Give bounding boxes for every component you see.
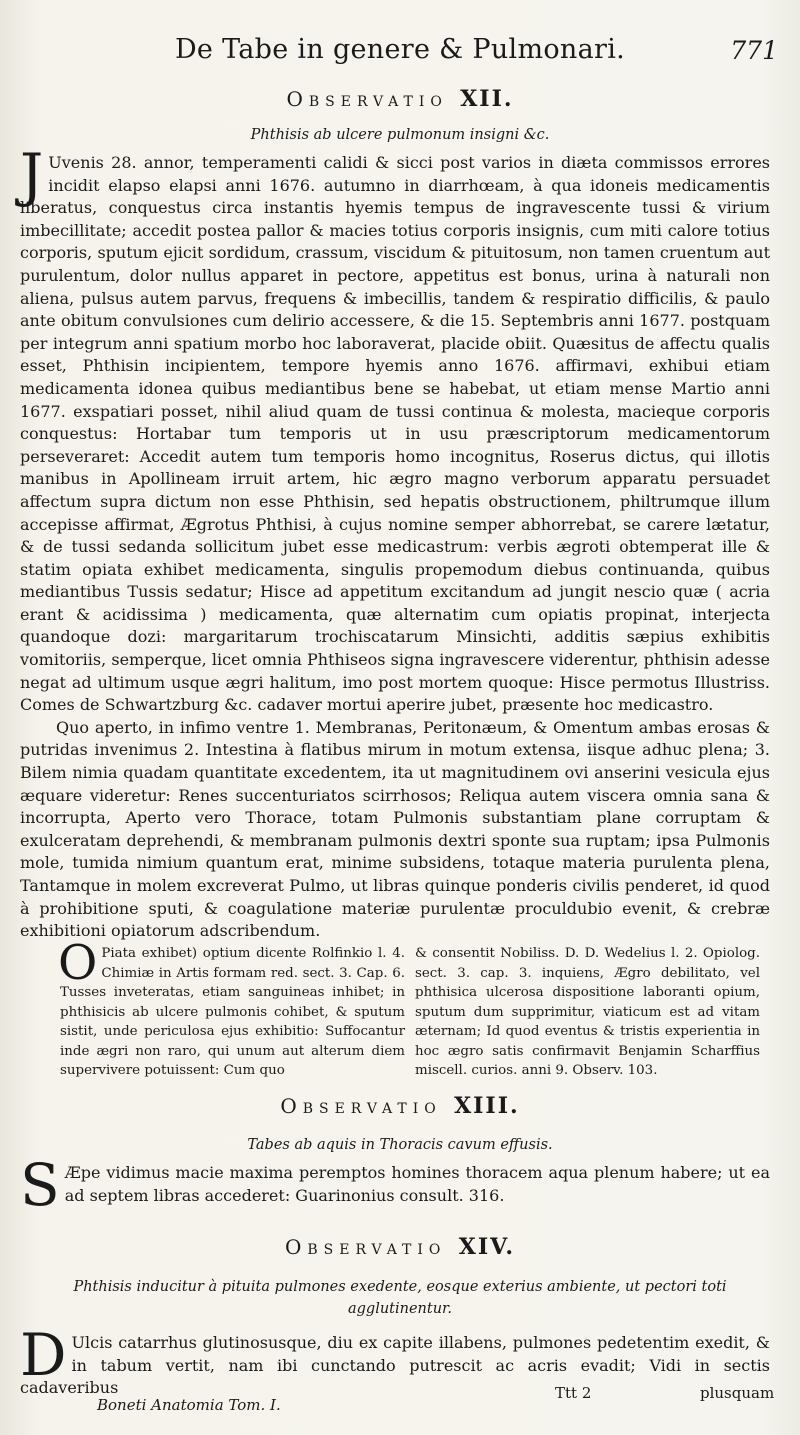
page-number: 771 — [730, 36, 778, 65]
heading-word: Observatio — [286, 87, 448, 111]
heading-number: XIV. — [458, 1234, 515, 1260]
drop-capital: S — [20, 1151, 60, 1219]
annotation-right-column: & consentit Nobiliss. D. D. Wedelius l. 2. Opiolog. sect. 3. cap. 3. inquiens, Ægro debilitato, vel phthisica ulcerosa dispositione laboranti opium, sputum dum supprimitur, viaticum est ad vitam æternam; Id quod eventus & tristis experientia in hoc ægro satis confirmavit Benjamin Scharffius miscell. curios. anni 9. Observ. 103. — [415, 946, 760, 1078]
observation-12-paragraph-1 — [20, 141, 770, 717]
observation-13-heading — [0, 1093, 800, 1119]
observation-14-subtitle: Phthisis inducitur à pituita pulmones exedente, eosque exterius ambiente, ut pectori toti agglutinentur. — [73, 1279, 727, 1317]
heading-word: Observatio — [280, 1094, 442, 1118]
observation-14-paragraph — [20, 1321, 770, 1400]
paragraph-text: Ulcis catarrhus glutinosusque, diu ex capite illabens, pulmones pedetentim exedit, & in tabum vertit, nam ibi cunctando putrescit ac acris evadit; Vidi in sectis cadaveribus — [20, 1333, 770, 1398]
observation-14-body — [20, 1321, 770, 1400]
annotation-left-column — [58, 935, 405, 1081]
page-footer — [0, 1384, 800, 1424]
page-header — [0, 30, 800, 70]
observation-14-heading — [0, 1234, 800, 1260]
drop-capital: O — [58, 935, 98, 991]
paragraph-text: Uvenis 28. annor, temperamenti calidi & sicci post varios in diæta commissos errores incidit elapso elapsi anni 1676. autumno in diarrhœam, à qua idoneis medicamentis liberatus, conquestus circa instantis hyemis tempus de ingravescente tussi & virium imbecillitate; accedit postea pallor & macies totius corporis insignis, cum miti calore totius corporis, sputum ejicit sordidum, crassum, viscidum & pituitosum, non tamen cruentum aut purulentum, dolor nullus apparet in pectore, appetitus est bonus, urina à naturali non aliena, pulsus autem parvus, frequens & imbecillis, tandem & respiratio difficilis, & paulo ante obitum convulsiones cum delirio accessere, & die 15. Septembris anni 1677. postquam per integrum anni spatium morbo hoc laboraverat, placide obiit. Quæsitus de affectu qualis esset, Phthisin incipientem, tempore hyemis anno 1676. affirmavi, exhibui etiam medicamenta idonea quibus mediantibus bene se habebat, ut etiam mense Martio anni 1677. exspatiari posset, nihil aliud quam de tussi continua & molesta, macieque corporis conquestus: Hortabar tum temporis ut in usu præscriptorum medicamentorum perseveraret: Accedit autem tum temporis homo incognitus, Roserus dictus, qui illotis manibus in Apollineam irruit artem, hic ægro magno verborum apparatu persuadet affectum supra dictum non esse Phthisin, sed hepatis obstructionem, philtrumque illum accepisse affirmat, Ægrotus Phthisi, à cujus nomine semper abhorrebat, se carere lætatur, & de tussi sedanda sollicitum jubet esse medicastrum: verbis ægroti obtemperat ille & statim opiata exhibet medicamenta, singulis propemodum diebus continuanda, quibus mediantibus Tussis sedatur; Hisce ad appetitum excitandum ad jungit nescio quæ ( acria erant & acidissima ) medicamenta, quæ alternatim cum opiatis propinat, interjecta quandoque dozi: margaritarum trochiscatarum Minsichti, additis sæpius exhibitis vomitoriis, semperque, licet omnia Phthiseos signa ingravescere viderentur, phthisin adesse negat ad ultimum usque ægri halitum, imo post mortem quoque: Hisce permotus Illustriss. Comes de Schwartzburg &c. cadaver mortui aperire jubet, præsente hoc medicastro. — [20, 153, 770, 715]
annotation-text-left: Piata exhibet) optium dicente Rolfinkio l. 4. Chimiæ in Artis formam red. sect. 3. Cap. 6. Tusses inveteratas, etiam sanguineas inhibet; in phthisicis ab ulcere pulmonis cohibet, & sputum sistit, unde periculosa ejus exhibitio: Suffocantur inde ægri non raro, qui unum aut alterum diem supervivere potuissent: Cum quo — [60, 946, 405, 1078]
paragraph-text: Æpe vidimus macie maxima peremptos homines thoracem aqua plenum habere; ut ea ad septem libras accederet: Guarinonius consult. 316. — [64, 1163, 770, 1205]
observation-13-subtitle: Tabes ab aquis in Thoracis cavum effusis. — [247, 1137, 553, 1153]
drop-capital: J — [20, 141, 44, 209]
running-title: De Tabe in genere & Pulmonari. — [174, 34, 626, 65]
observation-12-paragraph-2: Quo aperto, in infimo ventre 1. Membranas, Peritonæum, & Omentum ambas erosas & putridas invenimus 2. Intestina à flatibus mirum in motum extensa, iisque adhuc plena; 3. Bilem nimia quadam quantitate excedentem, ita ut magnitudinem ovi anserini vesicula ejus æquare videretur: Renes succenturiatos scirrhosos; Reliqua autem viscera omnia sana & incorrupta, Aperto vero Thorace, totam Pulmonis substantiam plane corruptam & exulceratam deprehendi, & membranam pulmonis dextri sponte sua ruptam; ipsa Pulmonis mole, tumida nimium quantum erat, minime subsidens, totaque materia purulenta plena, Tantamque in molem excreverat Pulmo, ut libras quinque ponderis civilis penderet, id quod à prohibitione sputi, & coagulatione materiæ purulentæ proculdubio evenit, & crebræ exhibitioni opiatorum adscribendum. — [20, 717, 770, 941]
heading-number: XIII. — [454, 1093, 520, 1119]
observation-12-heading — [0, 86, 800, 112]
drop-capital: D — [20, 1321, 67, 1389]
catchword: plusquam — [700, 1384, 775, 1402]
heading-word: Observatio — [285, 1235, 447, 1259]
signature-mark: Ttt 2 — [555, 1384, 592, 1402]
signature-line: Boneti Anatomia Tom. I. — [97, 1396, 281, 1414]
observation-12-subtitle: Phthisis ab ulcere pulmonum insigni &c. — [250, 127, 550, 143]
observation-12-body — [20, 141, 770, 943]
observation-13-body — [20, 1151, 770, 1219]
heading-number: XII. — [460, 86, 514, 112]
observation-13-paragraph — [20, 1151, 770, 1219]
